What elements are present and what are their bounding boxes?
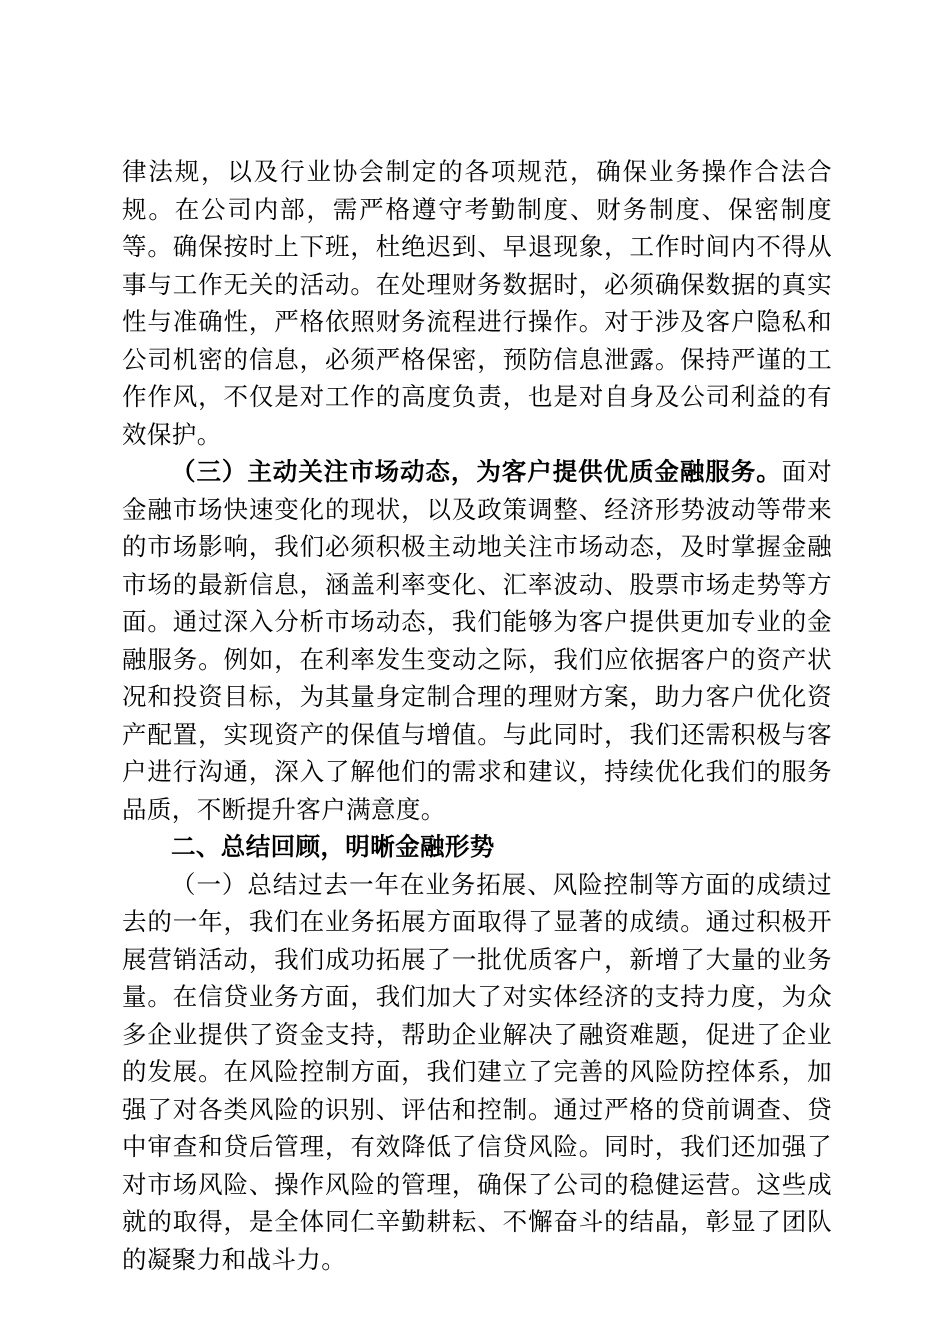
paragraph-market-service [122, 453, 832, 828]
paragraph-achievements [122, 866, 832, 1279]
paragraph-compliance: 律法规，以及行业协会制定的各项规范，确保业务操作合法合规。在公司内部，需严格遵守考勤制度、财务制度、保密制度等。确保按时上下班，杜绝迟到、早退现象，工作时间内不得从事与工作无关的活动。在处理财务数据时，必须确保数据的真实性与准确性，严格依照财务流程进行操作。对于涉及客户隐私和公司机密的信息，必须严格保密，预防信息泄露。保持严谨的工作作风，不仅是对工作的高度负责，也是对自身及公司利益的有效保护。 [122, 157, 832, 449]
paragraph-achievements-body: 过去的一年，我们在业务拓展方面取得了显著的成绩。通过积极开展营销活动，我们成功拓展了一批优质客户，新增了大量的业务量。在信贷业务方面，我们加大了对实体经济的支持力度，为众多企业提供了资金支持，帮助企业解决了融资难题，促进了企业的发展。在风险控制方面，我们建立了完善的风险防控体系，加强了对各类风险的识别、评估和控制。通过严格的贷前调查、贷中审查和贷后管理，有效降低了信贷风险。同时，我们还加强了对市场风险、操作风险的管理，确保了公司的稳健运营。这些成就的取得，是全体同仁辛勤耕耘、不懈奋斗的结晶，彰显了团队的凝聚力和战斗力。 [122, 869, 832, 1274]
subheading-market-dynamics: （三）主动关注市场动态，为客户提供优质金融服务。 [171, 457, 782, 486]
paragraph-market-service-body: 面对金融市场快速变化的现状，以及政策调整、经济形势波动等带来的市场影响，我们必须积极主动地关注市场动态，及时掌握金融市场的最新信息，涵盖利率变化、汇率波动、股票市场走势等方面。通过深入分析市场动态，我们能够为客户提供更加专业的金融服务。例如，在利率发生变动之际，我们应依据客户的资产状况和投资目标，为其量身定制合理的理财方案，助力客户优化资产配置，实现资产的保值与增值。与此同时，我们还需积极与客户进行沟通，深入了解他们的需求和建议，持续优化我们的服务品质，不断提升客户满意度。 [122, 457, 832, 824]
subheading-past-year: （一）总结过去一年在业务拓展、风险控制等方面的成绩 [171, 869, 808, 899]
document-body [122, 153, 832, 1278]
section-heading-review: 二、总结回顾，明晰金融形势 [171, 832, 495, 861]
